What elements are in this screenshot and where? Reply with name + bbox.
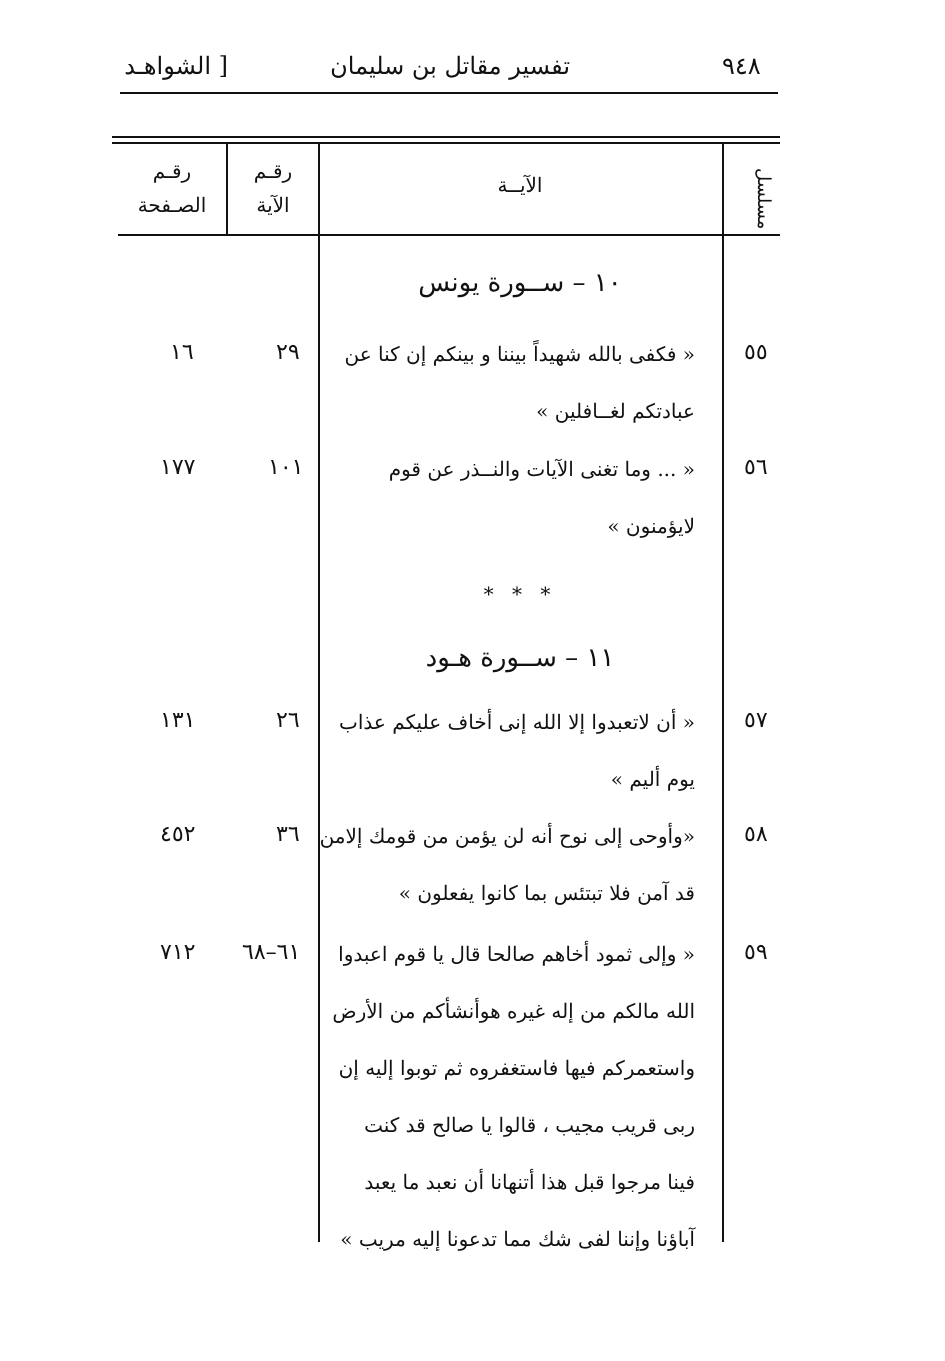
serial-cell: ٥٩	[744, 940, 768, 965]
verse-cell	[335, 326, 695, 440]
surah-heading: ١١ – ســورة هـود	[425, 643, 615, 673]
column-divider	[318, 144, 320, 1242]
table-top-rule-2	[112, 142, 780, 144]
table-top-rule	[112, 136, 780, 138]
verse-number-cell: ٢٩	[276, 340, 300, 365]
serial-cell: ٥٨	[744, 822, 768, 847]
header-rule	[120, 92, 778, 94]
col-header-verse-number	[228, 154, 318, 222]
verse-cell	[319, 808, 695, 922]
serial-cell: ٥٦	[744, 455, 768, 480]
serial-cell: ٥٥	[744, 340, 768, 365]
page-number-cell: ١٦	[170, 340, 194, 365]
col-header-verse-number-line: الآية	[256, 193, 290, 217]
verse-line: « وإلى ثمود أخاهم صالحا قال يا قوم اعبدوا	[338, 942, 695, 966]
book-title: تفسير مقاتل بن سليمان	[330, 52, 570, 80]
page-number-cell: ٧١٢	[160, 940, 196, 965]
page-number-cell: ٤٥٢	[160, 822, 196, 847]
verse-cell	[335, 441, 695, 555]
page-number-cell: ١٣١	[160, 708, 196, 733]
verse-number-cell: ١٠١	[268, 455, 304, 480]
page-number-cell: ١٧٧	[160, 455, 196, 480]
surah-heading: ١٠ – ســورة يونس	[418, 268, 622, 298]
verse-line: عبادتكم لغــافلين »	[536, 399, 695, 423]
serial-cell: ٥٧	[744, 708, 768, 733]
verse-line: لايؤمنون »	[607, 514, 695, 538]
verse-line: قد آمن فلا تبتئس بما كانوا يفعلون »	[398, 881, 695, 905]
verse-line: الله مالكم من إله غيره هوأنشأكم من الأرض	[332, 999, 695, 1023]
table-head-rule	[118, 234, 780, 236]
col-header-verse: الآيــة	[497, 173, 543, 197]
column-divider	[722, 144, 724, 1242]
page-number: ٩٤٨	[722, 52, 761, 80]
verse-line: يوم أليم »	[610, 767, 695, 791]
col-header-page-number-line: رقـم	[152, 159, 192, 183]
verse-line: واستعمركم فيها فاستغفروه ثم توبوا إليه إن	[338, 1056, 695, 1080]
verse-number-cell: ٢٦	[276, 708, 300, 733]
verse-line: « ... وما تغنى الآيات والنــذر عن قوم	[388, 457, 695, 481]
verse-line: «وأوحى إلى نوح أنه لن يؤمن من قومك إلامن	[319, 824, 695, 848]
verse-line: آباؤنا وإننا لفى شك مما تدعونا إليه مريب »	[340, 1227, 695, 1251]
verse-cell	[335, 694, 695, 808]
col-header-page-number	[118, 154, 226, 222]
verse-number-cell: ٦١–٦٨	[242, 940, 301, 965]
col-header-page-number-line: الصـفحة	[137, 193, 207, 217]
col-header-verse-number-line: رقـم	[253, 159, 293, 183]
col-header-serial: مسلسل	[753, 168, 774, 230]
separator-stars: * * *	[483, 582, 557, 606]
verse-line: « أن لاتعبدوا إلا الله إنى أخاف عليكم عذاب	[339, 710, 695, 734]
verse-cell	[332, 926, 695, 1268]
verse-line: فينا مرجوا قبل هذا أتنهانا أن نعبد ما يعبد	[364, 1170, 695, 1194]
verse-number-cell: ٣٦	[276, 822, 300, 847]
section-title: [ الشواهـد	[124, 52, 228, 80]
verse-line: « فكفى بالله شهيداً بيننا و بينكم إن كنا عن	[344, 342, 695, 366]
verse-line: ربى قريب مجيب ، قالوا يا صالح قد كنت	[364, 1113, 695, 1137]
